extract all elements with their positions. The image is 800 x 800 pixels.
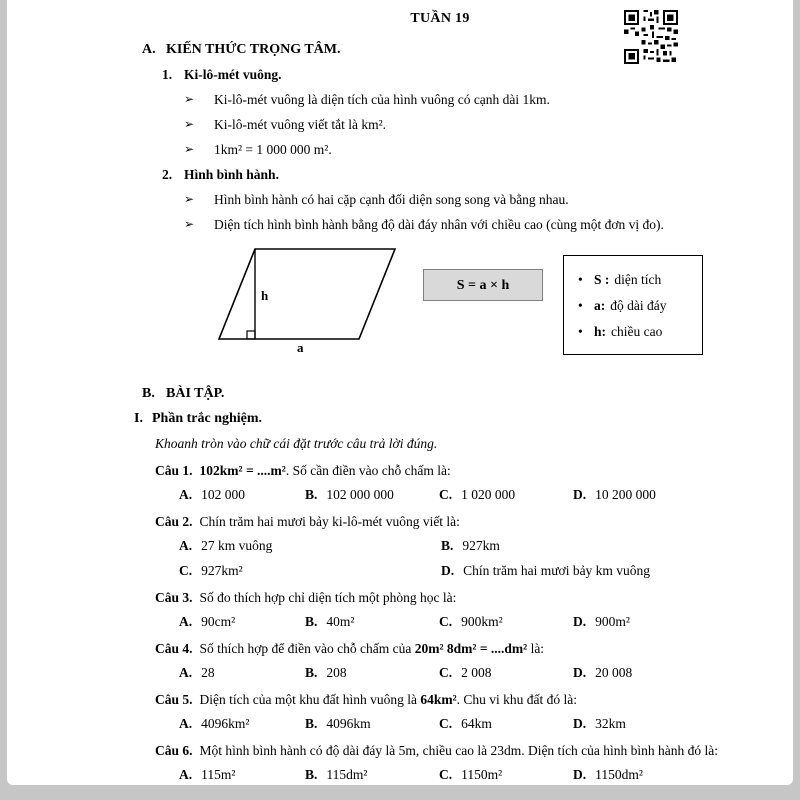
- arrow-bullet-icon: ➢: [184, 92, 195, 106]
- option-key: A.: [179, 767, 193, 782]
- option-text: 208: [326, 665, 347, 680]
- question-6: [155, 742, 738, 759]
- question-text: . Số cần điền vào chỗ chấm là:: [285, 463, 451, 478]
- question-1-options: [179, 486, 738, 503]
- option-text: 900km²: [461, 614, 503, 629]
- legend-item: [578, 271, 686, 288]
- option-key: D.: [573, 767, 587, 782]
- question-label: Câu 4.: [155, 641, 193, 656]
- formula-text: S = a × h: [456, 277, 510, 293]
- option-text: 40m²: [326, 614, 355, 629]
- parallelogram-shape: [219, 249, 395, 339]
- section-b-heading: [142, 385, 738, 402]
- question-6-options: [179, 766, 738, 783]
- option-b: [305, 766, 439, 783]
- option-text: 115m²: [201, 767, 236, 782]
- option-key: C.: [179, 563, 193, 578]
- option-a: [179, 715, 305, 732]
- option-text: 64km: [461, 716, 492, 731]
- option-text: 102 000 000: [326, 487, 394, 502]
- item-1-number: 1.: [162, 67, 173, 82]
- option-key: A.: [179, 716, 193, 731]
- question-text-bold: 20m² 8dm² = ....dm²: [414, 641, 528, 656]
- question-4-options: [179, 664, 738, 681]
- question-text-bold: 64km²: [420, 692, 457, 707]
- option-text: 27 km vuông: [201, 538, 273, 553]
- option-key: A.: [179, 614, 193, 629]
- item-2-title: Hình bình hành.: [184, 167, 279, 182]
- bullet-text: Ki-lô-mét vuông viết tắt là km².: [214, 117, 387, 132]
- section-a-title: KIẾN THỨC TRỌNG TÂM.: [166, 42, 341, 57]
- page-title: TUẦN 19: [410, 11, 470, 26]
- part-i-title: Phần trắc nghiệm.: [152, 411, 263, 426]
- option-text: 927km: [462, 538, 500, 553]
- legend-term: h:: [594, 324, 607, 339]
- item-2-number: 2.: [162, 167, 173, 182]
- instruction-text: Khoanh tròn vào chữ cái đặt trước câu trả lời đúng.: [155, 436, 438, 451]
- option-text: 10 200 000: [595, 487, 656, 502]
- worksheet-page: [7, 0, 793, 785]
- option-c: [179, 562, 441, 579]
- option-d: [573, 613, 738, 630]
- option-key: D.: [573, 487, 587, 502]
- option-key: B.: [305, 614, 318, 629]
- knowledge-bullet: [184, 216, 738, 233]
- option-key: B.: [305, 716, 318, 731]
- arrow-bullet-icon: ➢: [184, 142, 195, 156]
- option-text: 20 008: [595, 665, 633, 680]
- option-b: [305, 486, 439, 503]
- section-a-label: A.: [142, 42, 156, 57]
- option-key: B.: [305, 665, 318, 680]
- option-b: [305, 715, 439, 732]
- legend-desc: chiều cao: [611, 324, 663, 339]
- option-key: A.: [179, 487, 193, 502]
- knowledge-bullet: [184, 191, 738, 208]
- arrow-bullet-icon: ➢: [184, 192, 195, 206]
- option-key: B.: [441, 538, 454, 553]
- option-key: C.: [439, 665, 453, 680]
- legend-item: [578, 297, 686, 314]
- option-key: C.: [439, 487, 453, 502]
- option-text: 1150m²: [461, 767, 503, 782]
- option-text: 1150dm²: [595, 767, 643, 782]
- question-1: [155, 462, 738, 479]
- question-text: Số đo thích hợp chỉ diện tích một phòng học là:: [199, 590, 457, 605]
- option-key: B.: [305, 767, 318, 782]
- option-a: [179, 486, 305, 503]
- bullet-text: Hình bình hành có hai cặp cạnh đối diện song song và bằng nhau.: [214, 192, 569, 207]
- qr-code: [624, 10, 678, 64]
- formula-box: [423, 269, 543, 301]
- option-a: [179, 537, 441, 554]
- legend-term: a:: [594, 298, 606, 313]
- bullet-icon: •: [578, 324, 583, 339]
- item-1-heading: [162, 66, 738, 83]
- parallelogram-figure-row: [207, 245, 738, 355]
- option-c: [439, 766, 573, 783]
- question-text: Diện tích của một khu đất hình vuông là: [199, 692, 421, 707]
- section-b-label: B.: [142, 386, 155, 401]
- question-5: [155, 691, 738, 708]
- question-2-options: [179, 537, 738, 579]
- option-key: C.: [439, 614, 453, 629]
- option-key: C.: [439, 767, 453, 782]
- legend-desc: độ dài đáy: [610, 298, 667, 313]
- item-2-heading: [162, 166, 738, 183]
- question-text: Một hình bình hành có độ dài đáy là 5m, chiều cao là 23dm. Diện tích của hình bình hành đó là:: [199, 743, 719, 758]
- knowledge-bullet: [184, 91, 738, 108]
- knowledge-bullet: [184, 141, 738, 158]
- option-c: [439, 486, 573, 503]
- legend-item: [578, 323, 686, 340]
- option-a: [179, 766, 305, 783]
- option-key: B.: [305, 487, 318, 502]
- option-text: 28: [201, 665, 215, 680]
- option-c: [439, 613, 573, 630]
- knowledge-bullet: [184, 116, 738, 133]
- legend-term: S :: [594, 272, 610, 287]
- option-key: D.: [573, 716, 587, 731]
- part-i-heading: [134, 410, 738, 427]
- question-text-bold: 102km² = ....m²: [199, 463, 286, 478]
- bullet-text: 1km² = 1 000 000 m².: [214, 142, 332, 157]
- question-5-options: [179, 715, 738, 732]
- option-text: 927km²: [201, 563, 243, 578]
- option-key: D.: [441, 563, 455, 578]
- question-label: Câu 2.: [155, 514, 193, 529]
- qr-code-graphic: [624, 10, 678, 64]
- option-text: 1 020 000: [461, 487, 516, 502]
- question-text: Số thích hợp để điền vào chỗ chấm của: [199, 641, 415, 656]
- option-c: [439, 715, 573, 732]
- option-c: [439, 664, 573, 681]
- option-key: D.: [573, 665, 587, 680]
- question-label: Câu 1.: [155, 463, 193, 478]
- option-text: 4096km²: [201, 716, 250, 731]
- option-d: [573, 715, 738, 732]
- question-text: . Chu vi khu đất đó là:: [456, 692, 578, 707]
- item-1-title: Ki-lô-mét vuông.: [184, 67, 282, 82]
- option-key: A.: [179, 665, 193, 680]
- right-angle-mark: [247, 331, 255, 339]
- option-key: A.: [179, 538, 193, 553]
- arrow-bullet-icon: ➢: [184, 217, 195, 231]
- bullet-text: Diện tích hình bình hành bằng độ dài đáy nhân với chiều cao (cùng một đơn vị đo).: [214, 217, 664, 232]
- question-4: [155, 640, 738, 657]
- bullet-text: Ki-lô-mét vuông là diện tích của hình vuông có cạnh dài 1km.: [214, 92, 550, 107]
- parallelogram-figure: [207, 245, 407, 355]
- base-label: a: [297, 340, 304, 355]
- option-text: 90cm²: [201, 614, 236, 629]
- question-3-options: [179, 613, 738, 630]
- question-label: Câu 5.: [155, 692, 193, 707]
- option-d: [573, 664, 738, 681]
- section-b-title: BÀI TẬP.: [166, 386, 225, 401]
- option-key: C.: [439, 716, 453, 731]
- option-b: [305, 613, 439, 630]
- legend-desc: diện tích: [614, 272, 662, 287]
- option-a: [179, 613, 305, 630]
- option-text: 32km: [595, 716, 626, 731]
- arrow-bullet-icon: ➢: [184, 117, 195, 131]
- question-text: là:: [527, 641, 545, 656]
- question-label: Câu 6.: [155, 743, 193, 758]
- bullet-icon: •: [578, 272, 583, 287]
- option-b: [441, 537, 738, 554]
- option-text: 102 000: [201, 487, 245, 502]
- option-d: [573, 766, 738, 783]
- option-d: [441, 562, 738, 579]
- option-key: D.: [573, 614, 587, 629]
- option-text: 2 008: [461, 665, 492, 680]
- option-b: [305, 664, 439, 681]
- bullet-icon: •: [578, 298, 583, 313]
- option-text: Chín trăm hai mươi bảy km vuông: [463, 563, 651, 578]
- question-3: [155, 589, 738, 606]
- question-text: Chín trăm hai mươi bảy ki-lô-mét vuông viết là:: [199, 514, 460, 529]
- question-2: [155, 513, 738, 530]
- height-label: h: [261, 288, 269, 303]
- legend-box: [563, 255, 703, 355]
- question-label: Câu 3.: [155, 590, 193, 605]
- part-i-label: I.: [134, 411, 143, 426]
- option-d: [573, 486, 738, 503]
- option-text: 115dm²: [326, 767, 368, 782]
- option-text: 900m²: [595, 614, 630, 629]
- option-a: [179, 664, 305, 681]
- option-text: 4096km: [326, 716, 371, 731]
